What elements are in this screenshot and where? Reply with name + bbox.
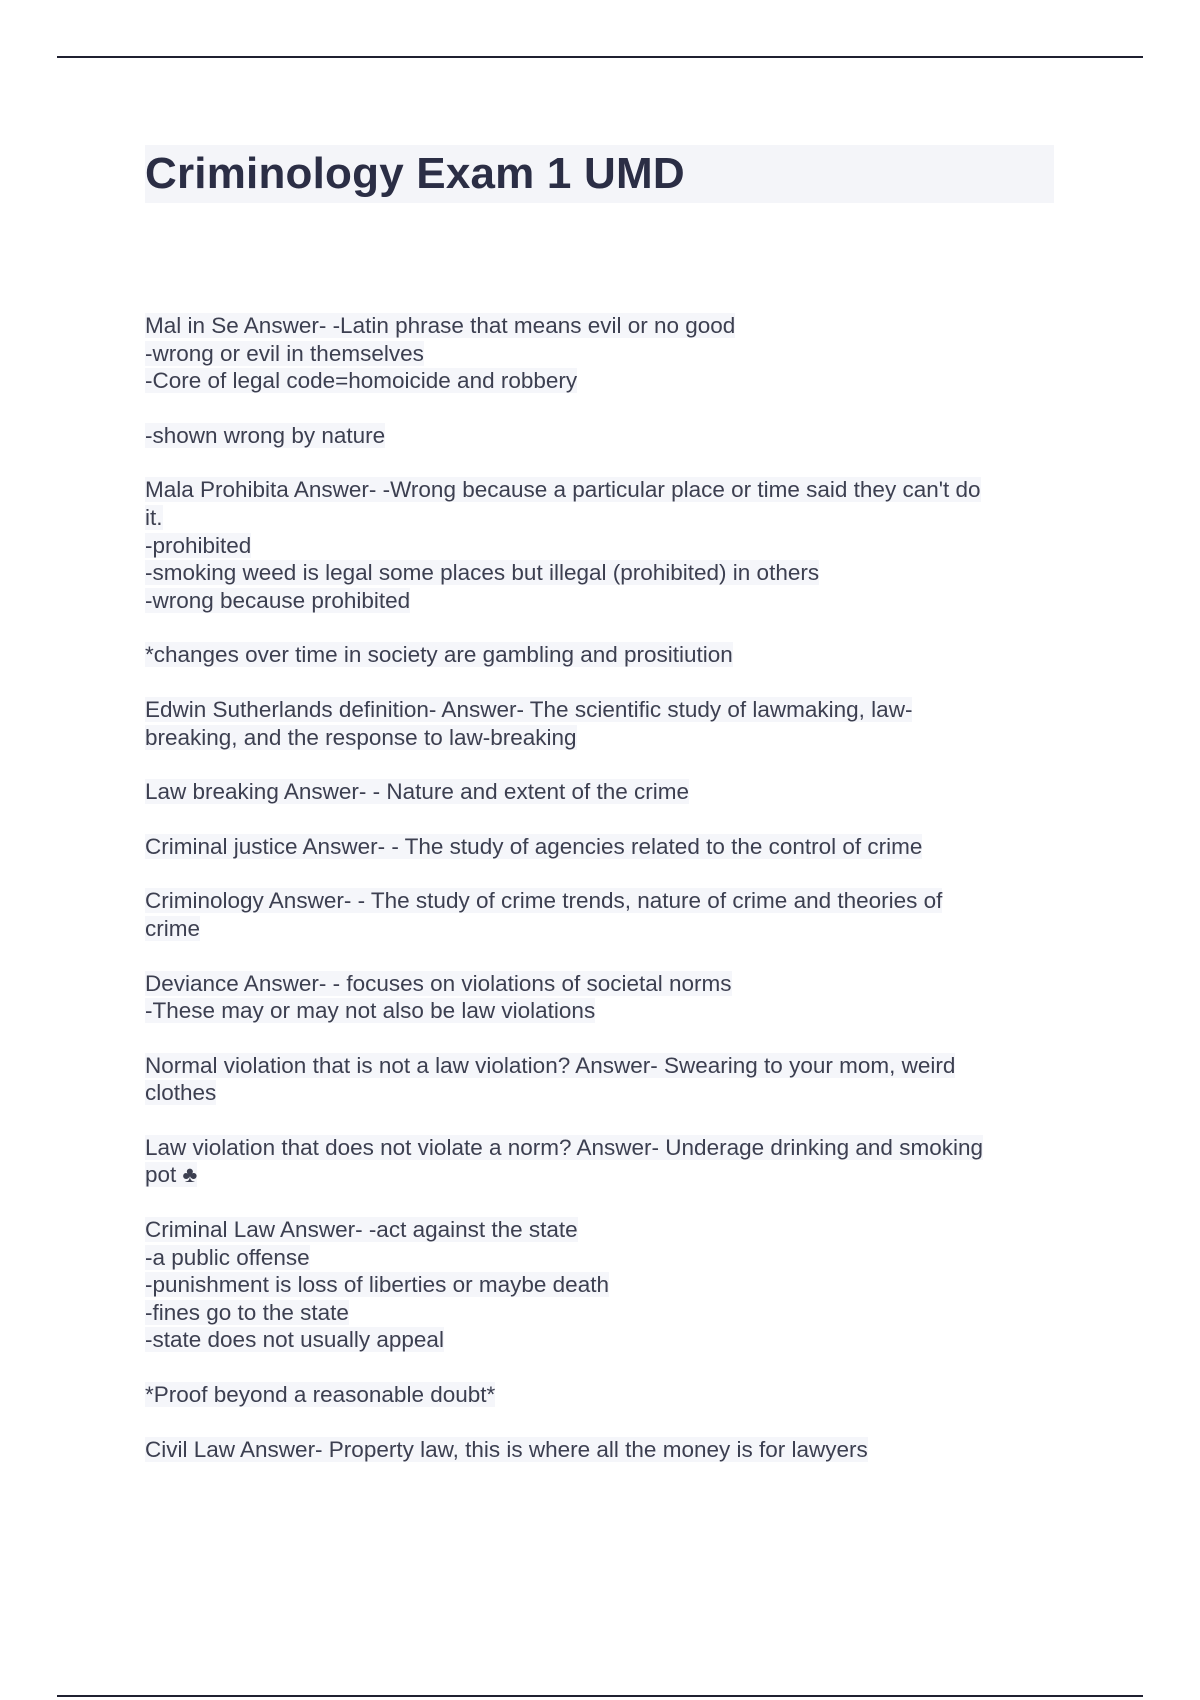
text-line-content: -state does not usually appeal — [145, 1327, 444, 1353]
text-line-content: -wrong because prohibited — [145, 587, 411, 613]
qa-entry — [145, 833, 1065, 861]
text-line-content: Deviance Answer- - focuses on violations of societal norms — [145, 970, 732, 996]
qa-entry — [145, 778, 1065, 806]
text-line-content: -a public offense — [145, 1244, 310, 1270]
text-line — [145, 997, 1065, 1025]
text-line — [145, 1436, 1065, 1464]
page-title: Criminology Exam 1 UMD — [145, 149, 685, 198]
text-line-content: Mal in Se Answer- -Latin phrase that means evil or no good — [145, 313, 736, 338]
text-line-content: clothes — [145, 1080, 217, 1106]
qa-entry — [145, 970, 1065, 1025]
text-line-content: -prohibited — [145, 532, 252, 558]
text-line — [145, 1271, 1065, 1299]
text-line — [145, 1244, 1065, 1272]
text-line-content: -These may or may not also be law violations — [145, 998, 596, 1024]
text-line-content: crime — [145, 915, 200, 941]
text-line — [145, 367, 1065, 395]
text-line — [145, 778, 1065, 806]
top-rule — [57, 56, 1143, 58]
qa-entry — [145, 1216, 1065, 1354]
text-line-content: Criminal Law Answer- -act against the state — [145, 1217, 578, 1243]
text-line — [145, 1299, 1065, 1327]
text-line — [145, 1326, 1065, 1354]
text-line-content: pot ♣ — [145, 1162, 198, 1188]
text-line-content: Normal violation that is not a law violation? Answer- Swearing to your mom, weird — [145, 1052, 956, 1078]
qa-entry — [145, 312, 1065, 395]
qa-entry — [145, 641, 1065, 669]
text-line — [145, 1381, 1065, 1409]
text-line — [145, 476, 1065, 504]
text-line-content: -wrong or evil in themselves — [145, 340, 424, 366]
text-line-content: -fines go to the state — [145, 1299, 349, 1325]
text-line — [145, 340, 1065, 368]
qa-entry — [145, 422, 1065, 450]
qa-entry — [145, 887, 1065, 942]
text-line — [145, 887, 1065, 915]
text-line — [145, 970, 1065, 998]
text-line-content: *Proof beyond a reasonable doubt* — [145, 1382, 496, 1408]
text-line-content: -shown wrong by nature — [145, 422, 386, 448]
text-line — [145, 833, 1065, 861]
qa-entry — [145, 696, 1065, 751]
text-line-content: Edwin Sutherlands definition- Answer- The scientific study of lawmaking, law- — [145, 696, 913, 722]
text-line-content: Civil Law Answer- Property law, this is where all the money is for lawyers — [145, 1436, 868, 1462]
qa-entry — [145, 476, 1065, 614]
text-line — [145, 724, 1065, 752]
text-line — [145, 1079, 1065, 1107]
text-line — [145, 532, 1065, 560]
text-line — [145, 915, 1065, 943]
bottom-rule — [57, 1695, 1143, 1697]
text-line — [145, 422, 1065, 450]
text-line — [145, 587, 1065, 615]
text-line — [145, 696, 1065, 724]
text-line-content: Mala Prohibita Answer- -Wrong because a particular place or time said they can't do — [145, 477, 981, 503]
text-line-content: Criminology Answer- - The study of crime trends, nature of crime and theories of — [145, 888, 943, 914]
qa-entry — [145, 1052, 1065, 1107]
text-line — [145, 559, 1065, 587]
text-line-content: *changes over time in society are gambling and prositiution — [145, 642, 733, 668]
text-line — [145, 312, 1065, 340]
qa-entry — [145, 1436, 1065, 1464]
text-line-content: -smoking weed is legal some places but illegal (prohibited) in others — [145, 560, 820, 586]
text-line — [145, 1052, 1065, 1080]
text-line — [145, 1134, 1065, 1162]
text-line-content: -Core of legal code=homoicide and robbery — [145, 368, 578, 394]
text-line-content: Law breaking Answer- - Nature and extent of the crime — [145, 779, 690, 805]
text-line-content: Criminal justice Answer- - The study of agencies related to the control of crime — [145, 833, 923, 859]
text-line — [145, 1161, 1065, 1189]
text-line-content: -punishment is loss of liberties or maybe death — [145, 1272, 609, 1298]
qa-entry — [145, 1134, 1065, 1189]
text-line-content: it. — [145, 504, 163, 530]
text-line — [145, 641, 1065, 669]
text-line — [145, 1216, 1065, 1244]
text-line-content: breaking, and the response to law-breaking — [145, 724, 577, 750]
text-line — [145, 504, 1065, 532]
document-body — [145, 312, 1065, 1490]
qa-entry — [145, 1381, 1065, 1409]
text-line-content: Law violation that does not violate a norm? Answer- Underage drinking and smoking — [145, 1134, 983, 1160]
